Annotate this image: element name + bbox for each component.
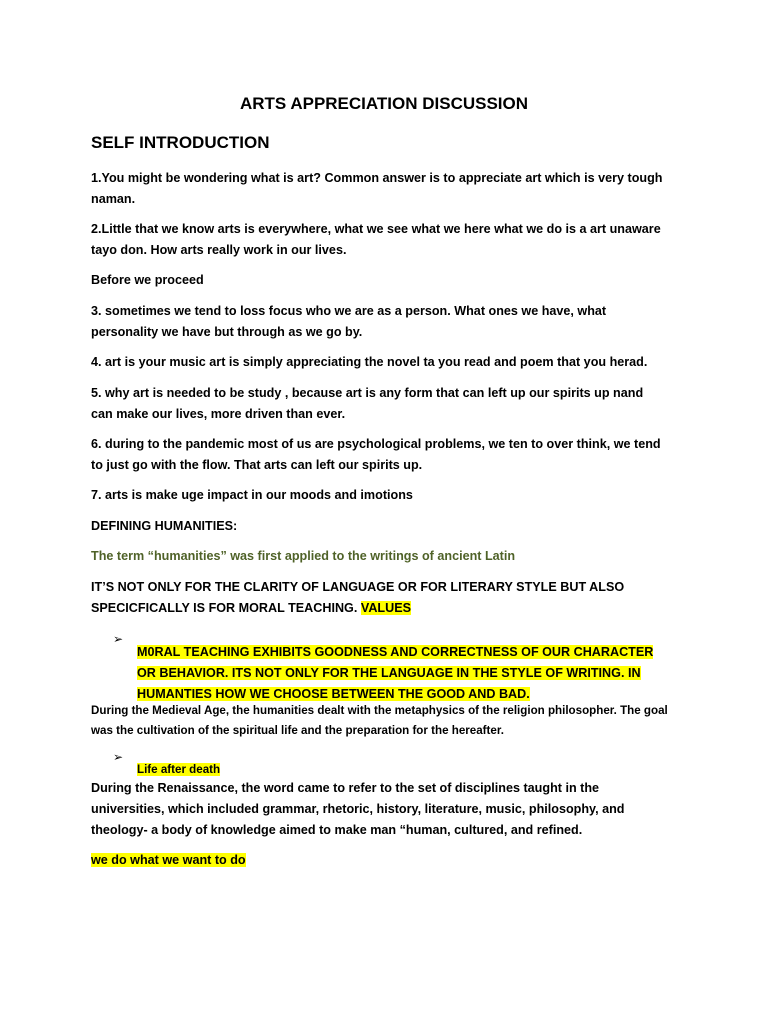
section-heading: SELF INTRODUCTION [91, 133, 270, 152]
paragraph-5: 4. art is your music art is simply appreciating the novel ta you read and poem that you herad. [91, 355, 648, 369]
paragraph-7: 6. during to the pandemic most of us are psychological problems, we ten to over think, we tend to just go with the flow. That arts can left our spirits up. [91, 437, 661, 472]
arrow-bullet-icon: ➢ [113, 750, 124, 764]
paragraph-1: 1.You might be wondering what is art? Common answer is to appreciate art which is very tough naman. [91, 171, 663, 206]
paragraph-2: 2.Little that we know arts is everywhere, what we see what we here what we do is a art unaware tayo don. How arts really work in our lives. [91, 222, 661, 257]
paragraph-moral-teaching [91, 577, 666, 619]
paragraph-6: 5. why art is needed to be study , because art is any form that can left up our spirits up nand can make our lives, more driven than ever. [91, 386, 644, 421]
bullet-text-life-after-death: Life after death [137, 762, 221, 776]
bullet-text-moral-teaching: M0RAL TEACHING EXHIBITS GOODNESS AND CORRECTNESS OF OUR CHARACTER OR BEHAVIOR. ITS NOT ONLY FOR THE LANGUAGE IN THE STYLE OF WRITING. IN HUMANTIES HOW WE CHOOSE BETWEEN THE GOOD AND BAD. [137, 644, 654, 701]
paragraph-renaissance: During the Renaissance, the word came to refer to the set of disciplines taught in the universities, which included grammar, rhetoric, history, literature, music, philosophy, and theology- a body of knowledge aimed to make man “human, cultured, and refined. [91, 781, 625, 837]
paragraph-3: Before we proceed [91, 273, 204, 287]
moral-teaching-text: IT’S NOT ONLY FOR THE CLARITY OF LANGUAGE OR FOR LITERARY STYLE BUT ALSO SPECICFICALLY IS FOR MORAL TEACHING. [91, 580, 625, 615]
paragraph-medieval-age: During the Medieval Age, the humanities dealt with the metaphysics of the religion philosopher. The goal was the cultivation of the spiritual life and the preparation for the hereafter. [91, 704, 668, 737]
paragraph-closing [91, 850, 666, 871]
defining-humanities-heading: DEFINING HUMANITIES: [91, 519, 238, 533]
humanities-term-sentence: The term “humanities” was first applied to the writings of ancient Latin [91, 549, 516, 563]
paragraph-8: 7. arts is make uge impact in our moods and imotions [91, 488, 413, 502]
document-title: ARTS APPRECIATION DISCUSSION [239, 94, 529, 113]
values-highlight: VALUES [360, 601, 412, 615]
closing-highlight: we do what we want to do [91, 853, 246, 867]
arrow-bullet-icon: ➢ [113, 632, 124, 646]
paragraph-4: 3. sometimes we tend to loss focus who we are as a person. What ones we have, what personality we have but through as we go by. [91, 304, 607, 339]
